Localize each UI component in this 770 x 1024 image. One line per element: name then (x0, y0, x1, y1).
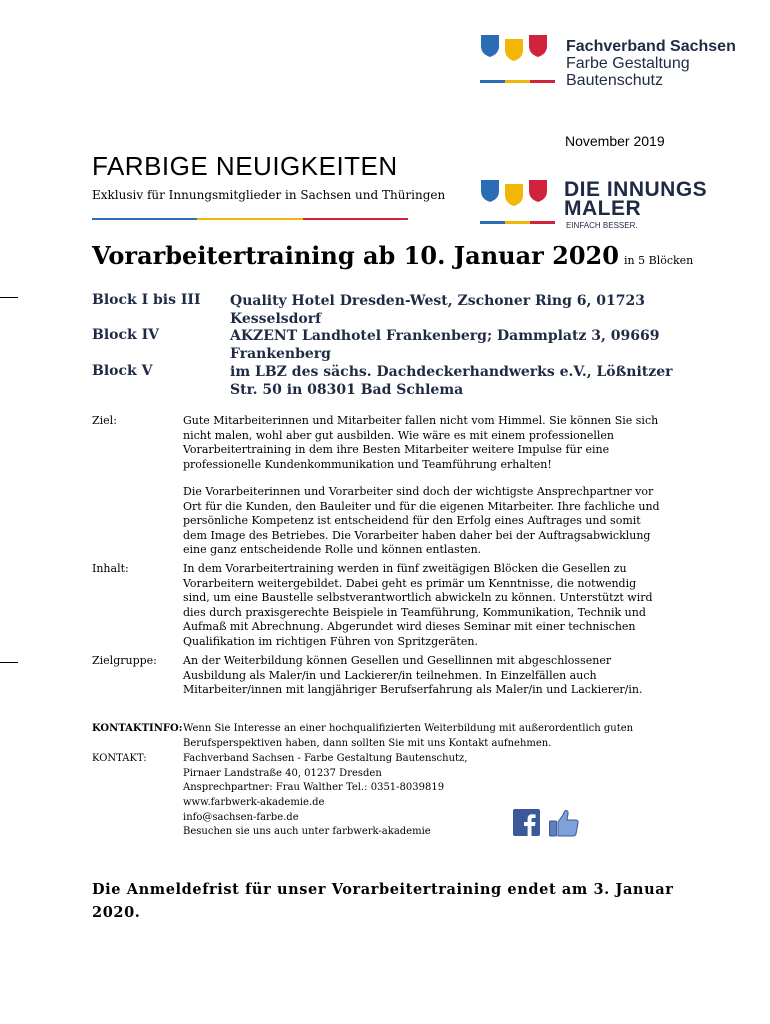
article-title-suffix: in 5 Blöcken (624, 254, 694, 267)
like-thumbs-up-icon[interactable] (548, 808, 580, 838)
logo-wordmark: DIE INNUNGS MALER (564, 178, 708, 220)
newsletter-subtitle: Exklusiv für Innungsmitglieder in Sachsen und Thüringen (92, 188, 446, 202)
fachverband-logo (480, 34, 740, 94)
innungsmaler-logo (480, 177, 735, 232)
newsletter-title: FARBIGE NEUIGKEITEN (92, 151, 398, 181)
contact-person: Ansprechpartner: Frau Walther Tel.: 0351-8039819 (183, 782, 445, 793)
inhalt-paragraph: In dem Vorarbeitertraining werden in fünf zweitägigen Blöcken die Gesellen zu Vorarbeitern weitergebildet. Dabei geht es primär um Kenntnisse, die notwendig sind, um eine Baustelle selbstverantwortlich abwickeln zu können. Unterstützt wird dies durch praxisgerechte Beispiele in Teamführung, Kommunikation, Technik und Aufmaß mit Abrechnung. Abgerundet wird dieses Seminar mit einer technischen Qualifikation im richtigen Führen von Spritzgeräten. (183, 562, 653, 648)
contact-organization: Fachverband Sachsen - Farbe Gestaltung Bautenschutz, (183, 753, 468, 764)
section-label-zielgruppe: Zielgruppe: (92, 654, 157, 667)
block-label: Block IV (92, 327, 159, 343)
contact-email-link[interactable]: info@sachsen-farbe.de (183, 812, 299, 823)
article-title (92, 241, 693, 270)
ziel-paragraph-2: Die Vorarbeiterinnen und Vorarbeiter sind doch der wichtigste Ansprechpartner vor Ort für die Kunden, den Bauleiter und für die eigenen Mitarbeiter. Ihre fachliche und persönliche Kompetenz ist entscheidend für den Erfolg eines Auftrages und somit dem Image des Betriebes. Die Vorarbeiter haben daher bei der Auftragsabwicklung eine ganz entscheidende Rolle und können entlasten. (183, 485, 660, 557)
contact-label: KONTAKT: (92, 753, 147, 764)
logo-tagline: EINFACH BESSER. (566, 221, 638, 230)
ziel-paragraph-1: Gute Mitarbeiterinnen und Mitarbeiter fallen nicht vom Himmel. Sie können Sie sich nicht malen, wohl aber gut ausbilden. Wie wäre es mit einem professionellen Vorarbeitertraining in dem ihre Besten Mitarbeiter weitere Impulse für eine professionelle Kundenkommunikation und Teamführung erhalten! (183, 414, 659, 471)
contact-website-link[interactable]: www.farbwerk-akademie.de (183, 797, 325, 808)
headline-color-bars (92, 218, 408, 220)
section-label-inhalt: Inhalt: (92, 562, 129, 575)
contact-social-text: Besuchen sie uns auch unter farbwerk-akademie (183, 826, 431, 837)
registration-deadline: Die Anmeldefrist für unser Vorarbeitertraining endet am 3. Januar 2020. (92, 881, 674, 921)
block-label: Block I bis III (92, 292, 201, 308)
shields-icon (480, 179, 548, 207)
shields-icon (480, 34, 548, 62)
block-venue: AKZENT Landhotel Frankenberg; Dammplatz 3, 09669 Frankenberg (230, 328, 660, 362)
logo-color-bars (480, 221, 555, 224)
issue-date: November 2019 (565, 133, 665, 149)
contact-info-line-2: Berufsperspektiven haben, dann sollten Sie mit uns Kontakt aufnehmen. (183, 738, 552, 749)
margin-mark (0, 297, 18, 298)
logo-color-bars (480, 80, 555, 83)
zielgruppe-paragraph: An der Weiterbildung können Gesellen und Gesellinnen mit abgeschlossener Ausbildung als Maler/in und Lackierer/in teilnehmen. In Einzelfällen auch Mitarbeiter/innen mit langjähriger Berufserfahrung als Maler/in und Lackierer/in. (183, 654, 643, 697)
facebook-icon[interactable] (513, 809, 540, 836)
block-venue: im LBZ des sächs. Dachdeckerhandwerks e.V., Lößnitzer Str. 50 in 08301 Bad Schlema (230, 364, 673, 398)
block-label: Block V (92, 363, 153, 379)
block-venue: Quality Hotel Dresden-West, Zschoner Ring 6, 01723 Kesselsdorf (230, 293, 645, 327)
section-label-ziel: Ziel: (92, 414, 117, 427)
logo-text: Fachverband Sachsen Farbe Gestaltung Bautenschutz (566, 38, 736, 89)
contact-address: Pirnaer Landstraße 40, 01237 Dresden (183, 768, 382, 779)
margin-mark (0, 662, 18, 663)
contact-info-label: KONTAKTINFO: (92, 723, 183, 734)
contact-info-line-1: Wenn Sie Interesse an einer hochqualifizierten Weiterbildung mit außerordentlich guten (183, 723, 634, 734)
article-title-main: Vorarbeitertraining ab 10. Januar 2020 (92, 241, 619, 270)
